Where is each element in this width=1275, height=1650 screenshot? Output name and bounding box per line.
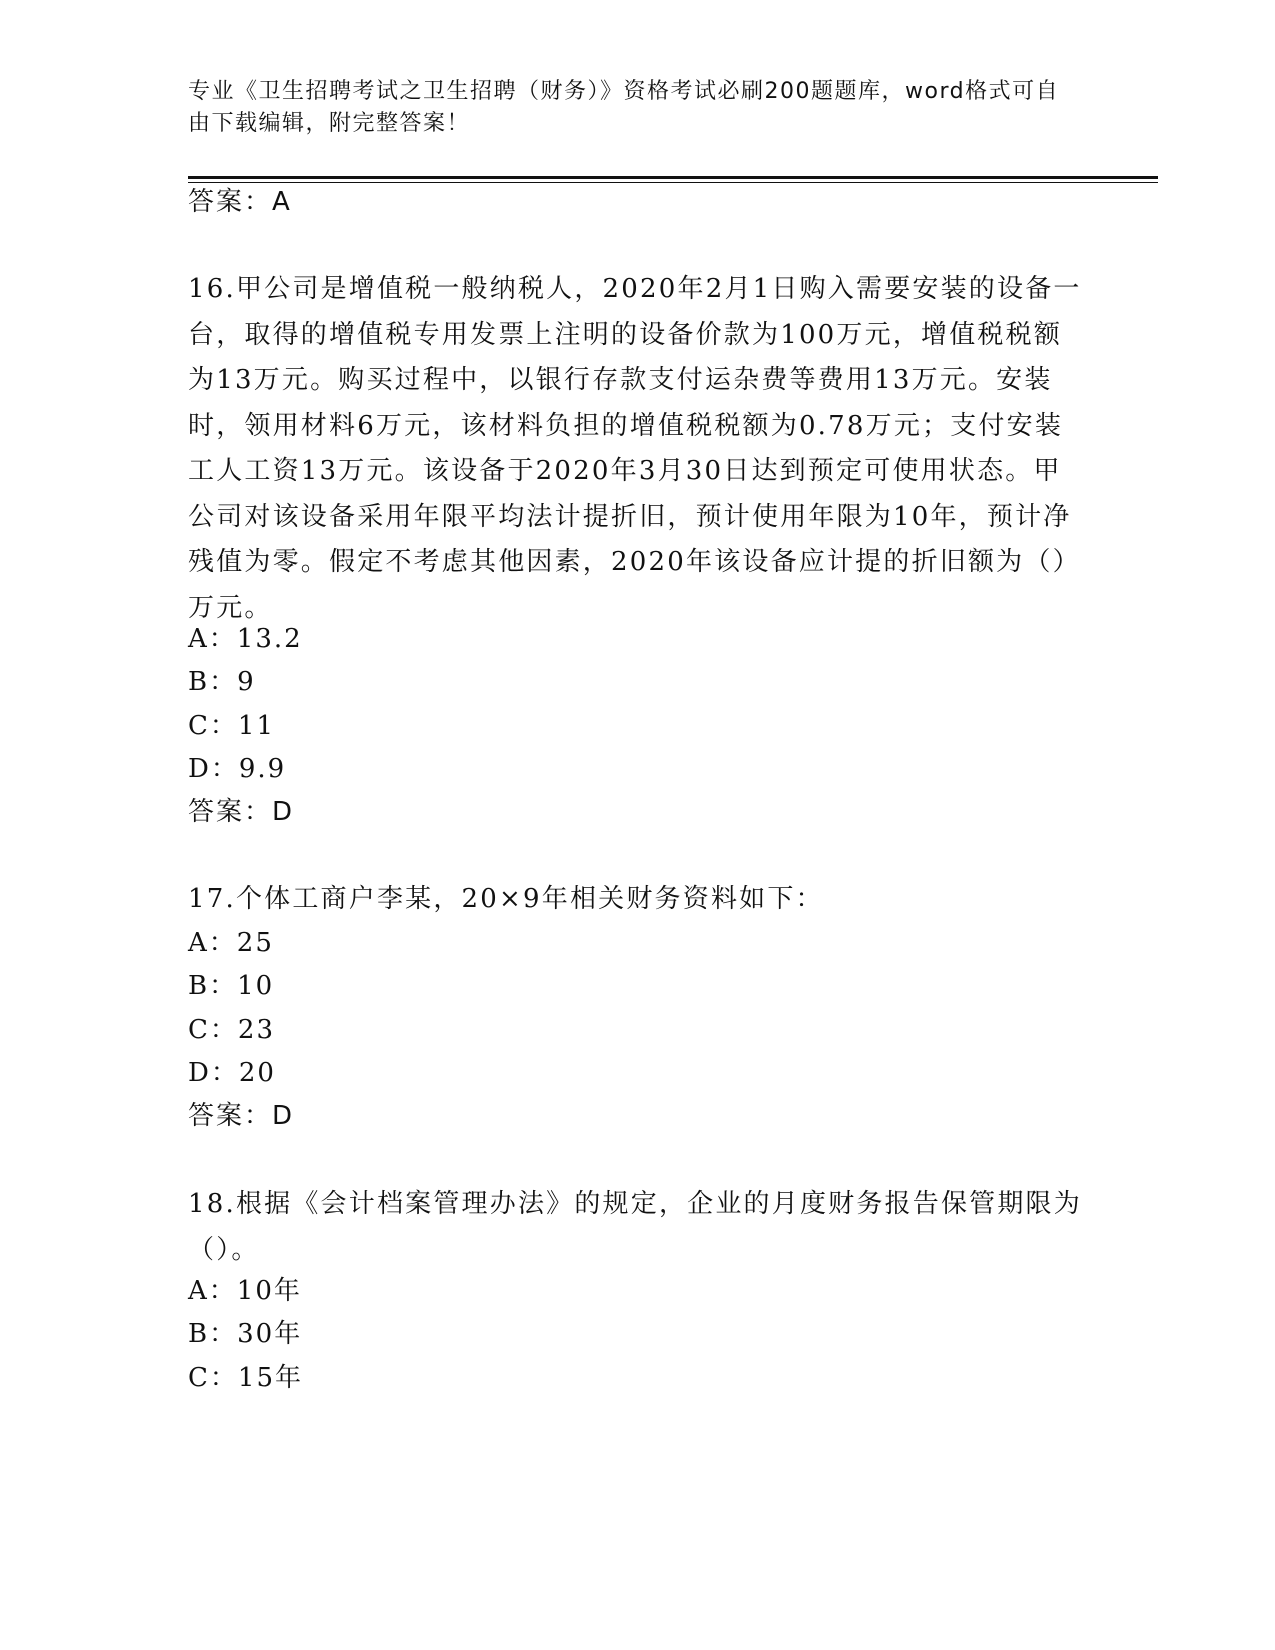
- question-18-option-b: [188, 1316, 302, 1352]
- option-value: 10年: [236, 1276, 302, 1306]
- option-key: C：: [188, 1363, 238, 1393]
- question-16-option-c: [188, 708, 275, 744]
- option-value: 20: [238, 1058, 276, 1088]
- option-key: B：: [188, 971, 238, 1001]
- option-value: 30年: [237, 1319, 303, 1349]
- option-key: B：: [188, 1319, 238, 1349]
- question-16-answer: 答案：D: [188, 797, 295, 827]
- answer-label: 答案：A: [188, 187, 292, 217]
- header-divider-thick: [188, 176, 1158, 179]
- question-18-text: 18.根据《会计档案管理办法》的规定，企业的月度财务报告保管期限为（）。: [188, 1189, 1082, 1265]
- question-17-option-b: [188, 968, 274, 1004]
- option-value: 9.9: [238, 754, 287, 784]
- header-divider-thin: [188, 182, 1158, 183]
- question-17-option-c: [188, 1012, 275, 1048]
- option-key: A：: [188, 1276, 237, 1306]
- option-key: C：: [188, 711, 238, 741]
- option-key: B：: [188, 667, 238, 697]
- option-value: 25: [236, 928, 274, 958]
- option-value: 10: [237, 971, 275, 1001]
- option-key: A：: [188, 928, 237, 958]
- option-value: 11: [237, 711, 275, 741]
- question-17-text: 17.个体工商户李某，20×9年相关财务资料如下：: [188, 884, 824, 914]
- option-value: 23: [237, 1015, 275, 1045]
- question-17-option-a: [188, 925, 274, 961]
- question-17-option-d: [188, 1055, 276, 1091]
- option-value: 9: [237, 667, 256, 697]
- question-18-option-c: [188, 1360, 303, 1396]
- option-value: 15年: [237, 1363, 303, 1393]
- question-16-text: 16.甲公司是增值税一般纳税人，2020年2月1日购入需要安装的设备一台，取得的增值税专用发票上注明的设备价款为100万元，增值税税额为13万元。购买过程中，以银行存款支付运杂费等费用13万元。安装时，领用材料6万元，该材料负担的增值税税额为0.78万元；支付安装工人工资13万元。该设备于2020年3月30日达到预定可使用状态。甲公司对该设备采用年限平均法计提折旧，预计使用年限为10年，预计净残值为零。假定不考虑其他因素，2020年该设备应计提的折旧额为（）万元。: [188, 274, 1082, 623]
- option-key: D：: [188, 754, 239, 784]
- document-header: 专业《卫生招聘考试之卫生招聘（财务）》资格考试必刷200题题库，word格式可自由下载编辑，附完整答案！: [188, 79, 1060, 136]
- question-16-option-d: [188, 751, 286, 787]
- option-key: A：: [188, 624, 237, 654]
- question-16-option-b: [188, 664, 256, 700]
- option-key: D：: [188, 1058, 239, 1088]
- option-value: 13.2: [236, 624, 303, 654]
- option-key: C：: [188, 1015, 238, 1045]
- question-18-option-a: [188, 1273, 302, 1309]
- question-17-answer: 答案：D: [188, 1101, 295, 1131]
- question-16-option-a: [188, 621, 303, 657]
